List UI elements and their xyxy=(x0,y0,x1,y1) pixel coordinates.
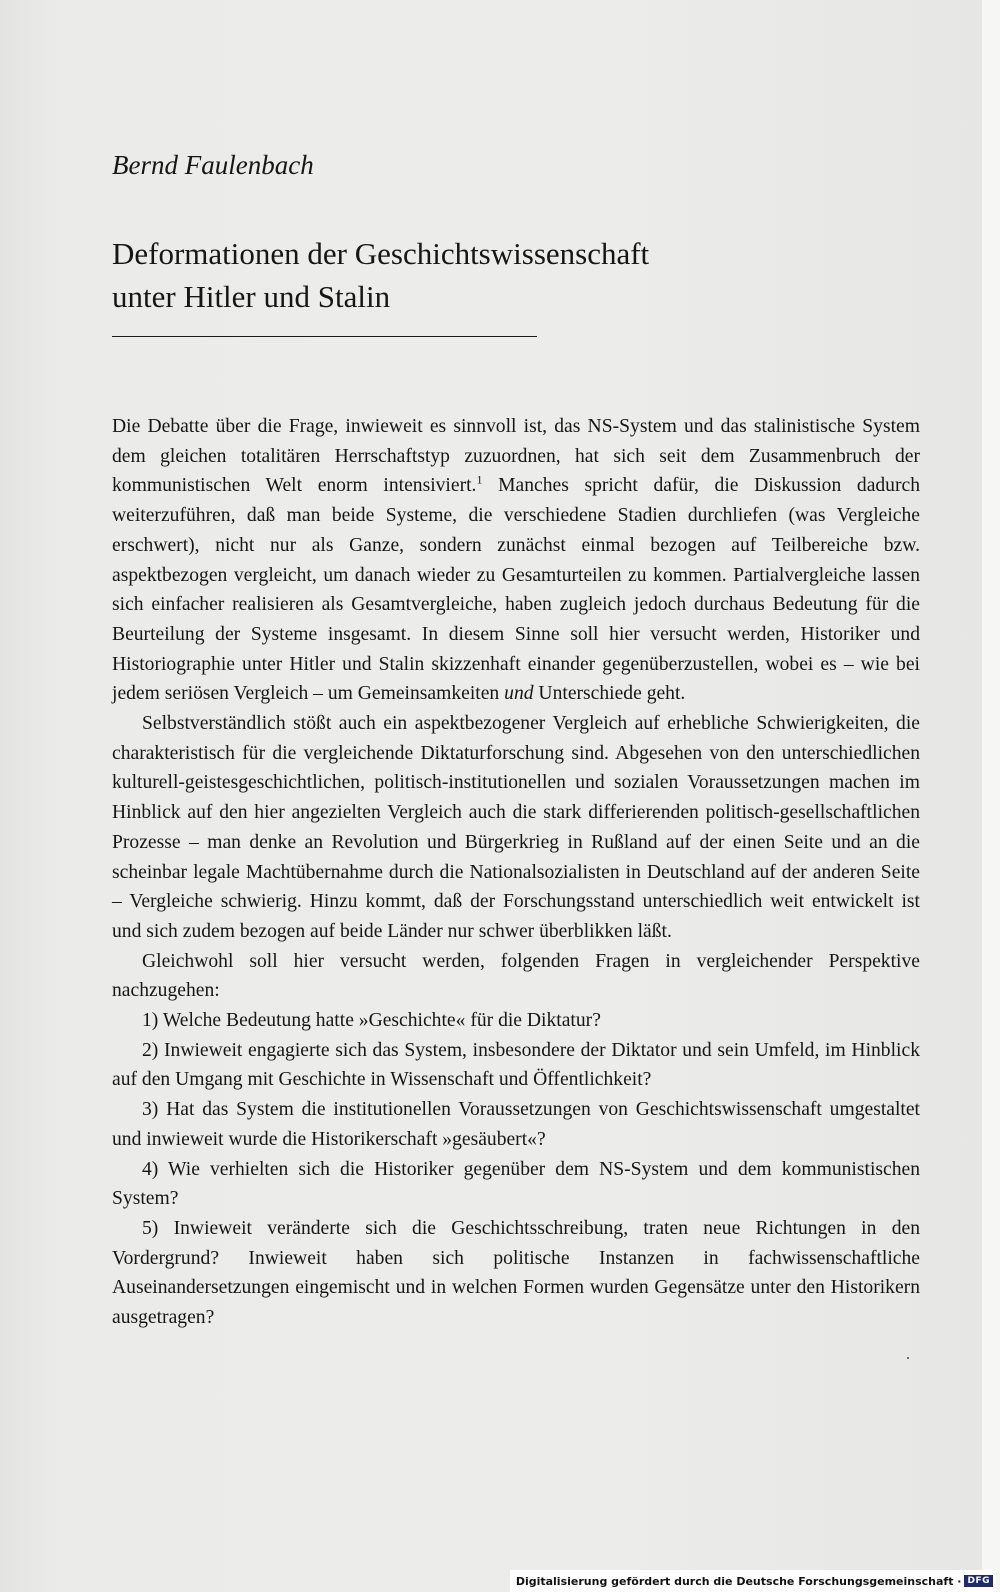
paragraph-1-part-b: Manches spricht dafür, die Diskussion dadurch weiterzuführen, daß man beide Systeme, die verschiedene Stadien durchliefen (was Vergleiche erschwert), nicht nur als Ganze, sondern zunächst einmal bezogen auf Teilbereiche bzw. aspektbezogen vergleicht, um danach wieder zu Gesamturteilen zu kommen. Partialvergleiche lassen sich einfacher realisieren als Gesamtvergleiche, haben zugleich jedoch durchaus Bedeutung für die Beurteilung der Systeme insgesamt. In diesem Sinne soll hier versucht werden, Historiker und Historiographie unter Hitler und Stalin skizzenhaft einander gegenüberzustellen, wobei es – wie bei jedem seriösen Vergleich – um Gemeinsamkeiten xyxy=(112,475,920,705)
paragraph-2: Selbstverständlich stößt auch ein aspektbezogener Vergleich auf erhebliche Schwierigkeiten, die charakteristisch für die vergleichende Diktaturforschung sind. Abgesehen von den unterschiedlichen kulturell-geistesgeschichtlichen, politisch-institutionellen und sozialen Voraussetzungen machen im Hinblick auf den hier angezielten Vergleich auch die stark differierenden politisch-gesellschaftlichen Prozesse – man denke an Revolution und Bürgerkrieg in Rußland auf der einen Seite und an die scheinbar legale Machtübernahme durch die Nationalsozialisten in Deutschland auf der anderen Seite – Vergleiche schwierig. Hinzu kommt, daß der Forschungsstand unterschiedlich weit entwickelt ist und sich zudem bezogen auf beide Länder nur schwer überblikken läßt. xyxy=(112,713,920,942)
question-2: 2) Inwieweit engagierte sich das System, insbesondere der Diktator und sein Umfeld, im Hinblick auf den Umgang mit Geschichte in Wissenschaft und Öffentlichkeit? xyxy=(112,1039,920,1091)
page-edge xyxy=(982,0,1000,1592)
question-3: 3) Hat das System die institutionellen Voraussetzungen von Geschichtswissenschaft umgestaltet und inwieweit wurde die Historikerschaft »gesäubert«? xyxy=(112,1099,920,1150)
paragraph-3: Gleichwohl soll hier versucht werden, folgenden Fragen in vergleichender Perspektive nachzugehen: xyxy=(112,950,920,1002)
article-title-line-1: Deformationen der Geschichtswissenschaft xyxy=(112,236,650,271)
paragraph-1-part-c: Unterschiede geht. xyxy=(533,683,686,705)
article-body xyxy=(112,412,920,1333)
question-4: 4) Wie verhielten sich die Historiker gegenüber dem NS-System und dem kommunistischen System? xyxy=(112,1158,920,1210)
paragraph-1 xyxy=(112,412,920,709)
paragraph-1-emphasis: und xyxy=(504,683,534,705)
scan-speck xyxy=(907,1357,909,1359)
article-title-line-2: unter Hitler und Stalin xyxy=(112,279,391,314)
article-title xyxy=(112,232,832,318)
question-1: 1) Welche Bedeutung hatte »Geschichte« für die Diktatur? xyxy=(142,1010,601,1032)
question-5: 5) Inwieweit veränderte sich die Geschichtsschreibung, traten neue Richtungen in den Vordergrund? Inwieweit haben sich politische Instanzen in fachwissenschaftliche Auseinandersetzungen eingemischt und in welchen Formen wurden Gegensätze unter den Historikern ausgetragen? xyxy=(112,1217,920,1329)
article-author: Bernd Faulenbach xyxy=(112,150,314,180)
paragraph-1-part-a: Die Debatte über die Frage, inwieweit es sinnvoll ist, das NS-System und das stalinistische System dem gleichen totalitären Herrschaftstyp zuzuordnen, hat sich seit dem Zusammenbruch der kommunistischen Welt enorm intensiviert. xyxy=(112,416,920,497)
title-rule xyxy=(112,336,537,337)
footnote-marker-1: 1 xyxy=(476,472,483,487)
footer-text: Digitalisierung gefördert durch die Deutsche Forschungsgemeinschaft · xyxy=(515,1574,962,1588)
dfg-logo-icon: DFG xyxy=(964,1575,993,1587)
digitization-footer xyxy=(510,1570,996,1592)
